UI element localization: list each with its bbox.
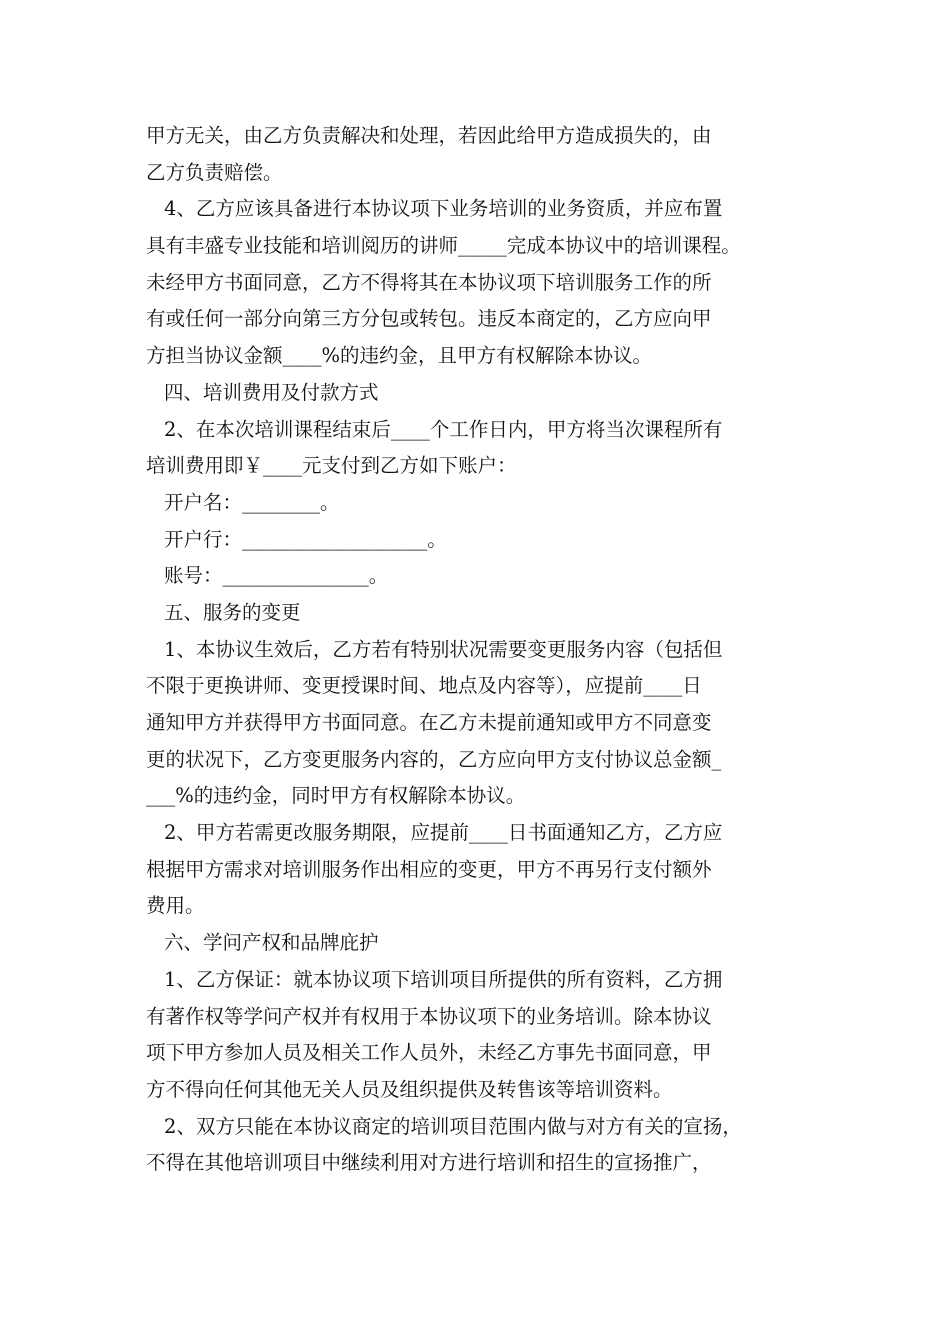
text-line: 乙方负责赔偿。 (146, 160, 283, 184)
account-number-line: 账号：_______________。 (164, 564, 389, 588)
text-line: 培训费用即￥____元支付到乙方如下账户： (146, 454, 517, 478)
text-line: 不限于更换讲师、变更授课时间、地点及内容等），应提前____日 (146, 674, 702, 698)
text-line: 2、在本次培训课程结束后____个工作日内，甲方将当次课程所有 (164, 417, 723, 441)
text-line: 费用。 (146, 894, 205, 918)
text-line: 1、乙方保证：就本协议项下培训项目所提供的所有资料，乙方拥 (164, 967, 723, 991)
text-line: 更的状况下，乙方变更服务内容的，乙方应向甲方支付协议总金额_ (146, 747, 722, 771)
text-line: 具有丰盛专业技能和培训阅历的讲师_____完成本协议中的培训课程。 (146, 234, 741, 258)
text-line: 不得在其他培训项目中继续利用对方进行培训和招生的宣扬推广， (146, 1151, 712, 1175)
document-body (146, 118, 810, 1182)
section-heading: 四、培训费用及付款方式 (164, 380, 379, 404)
text-line: 4、乙方应该具备进行本协议项下业务培训的业务资质，并应布置 (164, 197, 723, 221)
section-heading: 五、服务的变更 (164, 600, 301, 624)
text-line: 2、甲方若需更改服务期限，应提前____日书面通知乙方，乙方应 (164, 821, 723, 845)
text-line: 未经甲方书面同意，乙方不得将其在本协议项下培训服务工作的所 (146, 270, 712, 294)
text-line: 有或任何一部分向第三方分包或转包。违反本商定的，乙方应向甲 (146, 307, 712, 331)
text-line: 项下甲方参加人员及相关工作人员外，未经乙方事先书面同意，甲 (146, 1041, 712, 1065)
text-line: 方担当协议金额____%的违约金，且甲方有权解除本协议。 (146, 344, 653, 368)
account-name-line: 开户名：________。 (164, 490, 340, 514)
section-heading: 六、学问产权和品牌庇护 (164, 931, 379, 955)
text-line: 有著作权等学问产权并有权用于本协议项下的业务培训。除本协议 (146, 1004, 712, 1028)
text-line: 2、双方只能在本协议商定的培训项目范围内做与对方有关的宣扬， (164, 1114, 742, 1138)
text-line: 1、本协议生效后，乙方若有特别状况需要变更服务内容（包括但 (164, 637, 723, 661)
text-line: 方不得向任何其他无关人员及组织提供及转售该等培训资料。 (146, 1077, 673, 1101)
text-line: 甲方无关，由乙方负责解决和处理，若因此给甲方造成损失的，由 (146, 124, 712, 147)
text-line: 根据甲方需求对培训服务作出相应的变更，甲方不再另行支付额外 (146, 857, 712, 881)
text-line: 通知甲方并获得甲方书面同意。在乙方未提前通知或甲方不同意变 (146, 711, 712, 734)
bank-name-line: 开户行：___________________。 (164, 527, 447, 551)
text-line: ___%的违约金，同时甲方有权解除本协议。 (146, 784, 526, 808)
